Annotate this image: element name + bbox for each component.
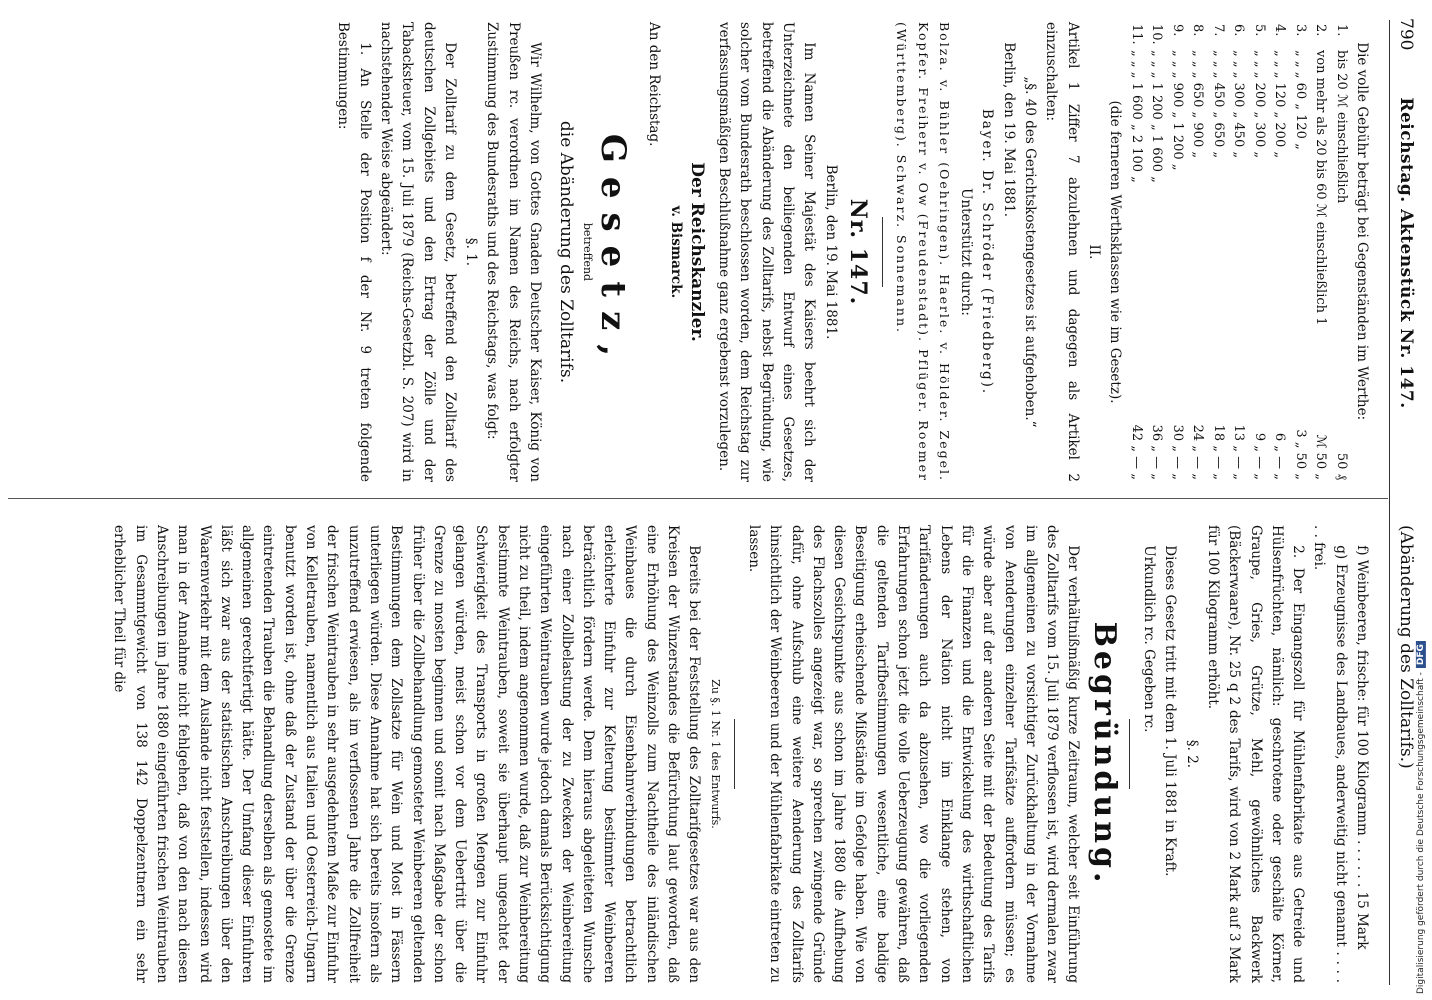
fee-fee: 13 „ — „: [1231, 424, 1247, 480]
fee-row: [1310, 22, 1331, 482]
begruendung-subheading: Zu §. 1 Nr. 1 des Entwurfs.: [708, 679, 722, 829]
fee-num: 5.: [1251, 24, 1267, 37]
fee-num: 1.: [1333, 24, 1349, 37]
divider: [1129, 719, 1130, 789]
chancellor-name: v. Bismarck.: [667, 205, 684, 299]
fee-num: 6.: [1231, 24, 1247, 37]
item-f: f) Weinbeeren, frische: für 100 Kilogramm . . . . . . 15 Mark: [1354, 545, 1370, 950]
paragraph-2-heading: §. 2.: [1183, 739, 1200, 769]
fee-row: [1207, 22, 1228, 482]
fee-fee: 3 „ 50 „: [1292, 429, 1308, 480]
digitization-text: Digitalisierung gefördert durch die Deutsche Forschungsgemeinschaft -: [1416, 672, 1426, 994]
fee-range: „ „ „ 120 „ 200 „: [1272, 50, 1288, 159]
article-text: Artikel 1 Ziffer 7 abzulehnen und dagegen als Artikel 2 einzuschalten:: [1043, 22, 1081, 482]
supported-by: Unterstützt durch:: [958, 188, 975, 316]
addressee: An den Reichstag.: [646, 22, 663, 147]
right-running-head: (Abänderung des Zolltarifs.): [1396, 525, 1416, 769]
fee-row: [1228, 22, 1249, 482]
fee-num: 11.: [1128, 24, 1144, 45]
divider: [734, 719, 735, 789]
law-heading: Gesetz,: [592, 133, 633, 371]
fee-fee: 36 „ — „: [1149, 424, 1165, 480]
divider: [882, 217, 883, 287]
fee-row: [1125, 22, 1146, 482]
fee-range: „ „ „ 650 „ 900 „: [1190, 50, 1206, 159]
fee-fee: 42 „ — „: [1128, 424, 1144, 480]
fee-num: 10.: [1149, 24, 1165, 45]
column-divider: [8, 498, 1388, 499]
sign-lines: Urkundlich rc. Gegeben rc.: [1141, 545, 1158, 733]
fee-range: bis 20 ℳ einschließlich: [1333, 50, 1349, 204]
page-number: 790: [1396, 18, 1416, 51]
fee-row: [1269, 22, 1290, 482]
fee-range: „ „ „ 900 „ 1 200 „: [1169, 50, 1185, 171]
fee-range: „ „ „ 60 „ 120 „: [1292, 50, 1308, 150]
fee-row: [1166, 22, 1187, 482]
fee-fee: 18 „ — „: [1210, 424, 1226, 480]
item-g: g) Erzeugnisse des Landbaues, anderweitig nicht genannt . . . . . . frei.: [1311, 525, 1349, 983]
fee-num: 7.: [1210, 24, 1226, 37]
preamble: Wir Wilhelm, von Gottes Gnaden Deutscher Kaiser, König von Preußen rc. verordnen im Namen des Reichs, nach erfolgter Zustimmung des Bundesraths und des Reichstags, was folgt:: [484, 22, 544, 482]
fee-table: [1125, 22, 1351, 482]
begruendung-heading: Begründung.: [1086, 621, 1122, 887]
fee-num: 8.: [1190, 24, 1206, 37]
fee-num: 4.: [1272, 24, 1288, 37]
paragraph-1-text: Der Zolltarif zu dem Gesetz, betreffend den Zolltarif des deutschen Zollgebiets und den Ertrag der Zölle und der Tabacksteuer, vom 15. Juli 1879 (Reichs-Gesetzbl. S. 207) wird in nachstehender Weise abgeändert:: [378, 22, 458, 482]
fee-outro: (die ferneren Werthsklassen wie im Gesetz).: [1107, 100, 1124, 404]
fee-intro: Die volle Gebühr beträgt bei Gegenständen im Werthe:: [1354, 42, 1370, 421]
fee-fee: 6 „ — „: [1272, 432, 1288, 480]
fee-range: „ „ „ 1 200 „ 1 600 „: [1149, 50, 1165, 183]
fee-range: von mehr als 20 bis 60 ℳ einschließlich 1: [1313, 50, 1329, 326]
fee-num: 3.: [1292, 24, 1308, 37]
date-line: Berlin, den 19. Mai 1881.: [1000, 42, 1017, 218]
begruendung-para-1: Der verhältnißmäßig kurze Zeitraum, welcher seit Einführung des Zolltarifs vom 15. Juli 1879 verflossen ist, wird dermalen zwar im allgemeinen zu vorsichtiger Zurückhaltung in der Vornahme von Aenderungen einzelner Tarifsätze auffordern müssen; es würde aber auf der anderen Seite mit der Bedeutung des Tarifs für die Finanzen und die Entwickelung des wirthschaftlichen Lebens der Nation nicht im Einklange stehen, von Tarifänderungen auch da abzusehen, wo die vorliegenden Erfahrungen schon jetzt die volle Ueberzeugung gewähren, daß die geltenden Tarifbestimmungen wesentliche, eine baldige Beseitigung erheischende Mißstände im Gefolge haben. Wie von diesen Gesichtspunkte aus schon im Jahre 1880 die Aufhebung des Flachszolles angezeigt war, so sprechen zwingende Gründe dafür, ohne Aufschub eine weitere Aenderung des Zolltarifs hinsichtlich der Weinbeeren und der Mühlenfabrikate eintreten zu lassen.: [745, 525, 1082, 983]
fee-range: „ „ „ 450 „ 650 „: [1210, 50, 1226, 159]
header-rule: [1389, 20, 1390, 985]
fee-fee: 9 „ — „: [1251, 432, 1267, 480]
dfg-logo: DFG: [1416, 641, 1426, 668]
right-column: [108, 525, 1372, 983]
fee-fee: 24 „ — „: [1190, 424, 1206, 480]
chancellor-title: Der Reichskanzler.: [686, 162, 707, 342]
nr-text: Im Namen Seiner Majestät des Kaisers beehrt sich der Unterzeichnete den beiliegenden Entwurf eines Gesetzes, betreffend die Abänderung des Zolltarifs, nebst Begründung, wie solcher vom Bundesrath beschlossen worden, dem Reichstag zur verfassungsmäßigen Beschlußnahme ganz ergebenst vorzulegen.: [716, 22, 818, 482]
supporters-list: Bolza. v. Bühler (Oehringen). Haerle. v. Hölder. Zegel. Kopfer. Freiherr v. Ow (Freudenstadt). Pflüger. Roemer (Württemberg). Schwarz. Sonnemann.: [894, 22, 952, 482]
item-2: 2. Der Eingangszoll für Mühlenfabrikate aus Getreide und Hülsenfrüchten, nämlich: geschrotene oder geschälte Körner, Graupe, Gries, Grütze, Mehl, gewöhnliches Backwerk (Bäckerwaare), Nr. 25 q 2 des Tarifs, wird von 2 Mark auf 3 Mark für 100 Kilogramm erhöht.: [1204, 525, 1307, 983]
nr-date: Berlin, den 19. Mai 1881.: [822, 164, 839, 340]
fee-range: „ „ „ 200 „ 300 „: [1251, 50, 1267, 159]
digitization-note: [1416, 641, 1426, 994]
fee-row: [1187, 22, 1208, 482]
fee-row: [1248, 22, 1269, 482]
begruendung-para-2: Bereits bei der Feststellung des Zolltarifgesetzes war aus den Kreisen der Winzerstandes die Befürchtung laut geworden, daß eine Erhöhung des Weinzolls zum Nachtheile des inländischen Weinbaues die durch Eisenbahnverbindungen betrachtlich erleichterte Einfuhr zur Kelterung bestimmter Weinbeeren beträchtlich fördern werde. Dem hieraus abgeleiteten Wunsche nach einer Zollbelastung der zu Zwecken der Weinbereitung eingeführten Weintrauben wurde jedoch damals Berücksichtigung nicht zu theil, indem angenommen wurde, daß zur Weinbereitung bestimmte Weintrauben, soweit sie überhaupt ungeachtet der Schwierigkeit des Transports in großen Mengen zur Einfuhr gelangen würden, meist schon vor dem Uebertritt über die Grenze zu mosten beginnen und somit nach Maßgabe der schon früher über die Zollbehandlung gemosteter Weinbeeren geltenden Bestimmungen dem Zollsatze für Wein und Most in Fässern unterliegen würden. Diese Annahme hat sich bereits insofern als unzutreffend erwiesen, als im verflossenen Jahre die Zollfreiheit der frischen Weintrauben in sehr ausgedehntem Maße zur Einfuhr von Kelletrauben, namentlich aus Italien und Oesterreich-Ungarn benutzt worden ist, ohne daß der Zustand der über die Grenze eintretenden Trauben die Behandlung derselben als gemostete im allgemeinen gerechtfertigt hätte. Der Umfang dieser Einfuhren läßt sich zwar aus der statistischen Anschreibungen über den Waarenverkehr mit dem Auslande nicht feststellen, indessen wird man in der Annahme nicht fehlgehen, daß von den nach diesen Anschreibungen im Jahre 1880 eingeführten frischen Weintrauben im Gesammtgewicht von 138 142 Doppelzentnern ein sehr erheblicher Theil für die: [111, 525, 703, 983]
fee-range: „ „ „ 300 „ 450 „: [1231, 50, 1247, 159]
section-roman-II: II.: [1085, 244, 1102, 260]
paragraph-1-item-1: 1. An Stelle der Position f der Nr. 9 treten folgende Bestimmungen:: [335, 22, 373, 482]
paragraph-2-text: Dieses Gesetz tritt mit dem 1. Juli 1881 in Kraft.: [1162, 545, 1179, 877]
fee-row: [1146, 22, 1167, 482]
fee-fee: ℳ 50 „: [1313, 434, 1329, 480]
quote-text: „§. 40 des Gerichtskostengesetzes ist aufgehoben.“: [1022, 76, 1039, 428]
document-number-heading: Nr. 147.: [844, 198, 871, 306]
paragraph-1-heading: §. 1.: [463, 237, 480, 267]
fee-num: 2.: [1313, 24, 1329, 37]
fee-range: „ „ „ 1 600 „ 2 100 „: [1128, 50, 1144, 183]
fee-num: 9.: [1169, 24, 1185, 37]
signer: Bayer. Dr. Schröder (Friedberg).: [979, 108, 996, 396]
left-column: [332, 22, 1372, 482]
fee-row: [1289, 22, 1310, 482]
left-running-head: Reichstag. Aktenstück Nr. 147.: [1396, 97, 1416, 409]
fee-fee: 30 „ — „: [1169, 424, 1185, 480]
law-betreffend: betreffend: [580, 222, 594, 282]
fee-row: [1330, 22, 1351, 482]
fee-fee: 50 ₰: [1333, 452, 1349, 480]
law-subject: die Abänderung des Zolltarifs.: [556, 120, 577, 384]
